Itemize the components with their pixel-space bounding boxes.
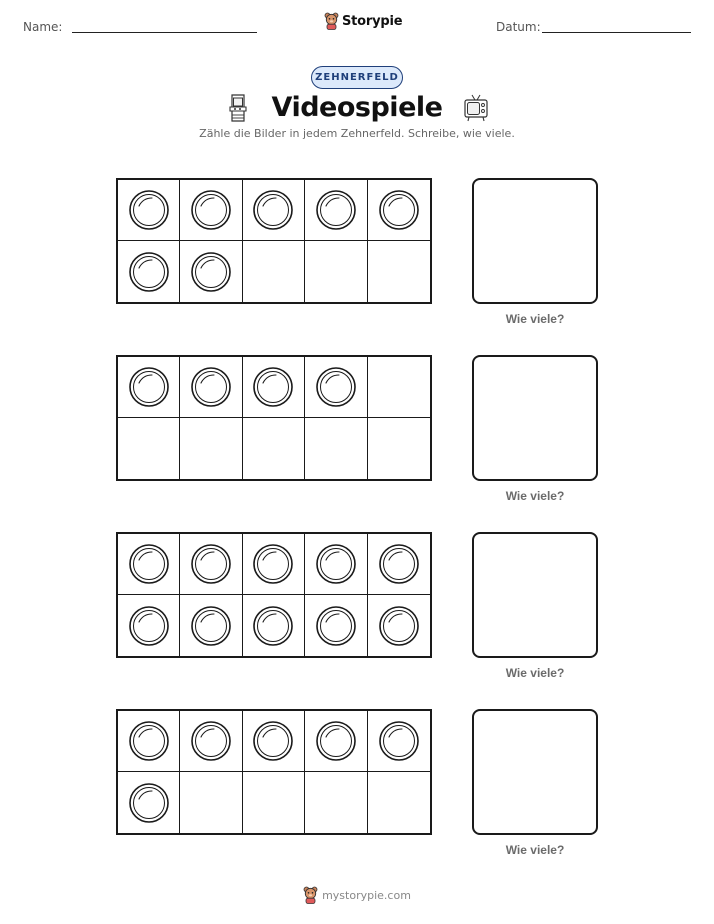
- ten-frame-cell: [118, 711, 180, 772]
- arcade-machine-icon: [224, 93, 252, 123]
- ten-frame-cell: [243, 711, 305, 772]
- ten-frame-cell: [243, 534, 305, 595]
- ten-frame-cell: [118, 241, 180, 302]
- ten-frame-cell: [305, 711, 367, 772]
- page-title: Videospiele: [271, 92, 443, 123]
- name-label: Name:: [23, 20, 63, 34]
- ten-frame-cell: [243, 595, 305, 656]
- bubble-counter-icon: [315, 543, 357, 585]
- bubble-counter-icon: [190, 543, 232, 585]
- bubble-counter-icon: [128, 782, 170, 824]
- ten-frame-cell: [243, 180, 305, 241]
- ten-frame-cell: [368, 772, 430, 833]
- ten-frame-cell: [243, 418, 305, 479]
- ten-frame-cell: [305, 241, 367, 302]
- answer-box-3[interactable]: [472, 532, 598, 658]
- bubble-counter-icon: [378, 189, 420, 231]
- ten-frame-cell: [305, 772, 367, 833]
- storypie-bear-icon: [303, 886, 318, 904]
- ten-frame-cell: [118, 595, 180, 656]
- ten-frame-cell: [180, 180, 242, 241]
- answer-box-1[interactable]: [472, 178, 598, 304]
- bubble-counter-icon: [252, 543, 294, 585]
- bubble-counter-icon: [128, 605, 170, 647]
- ten-frame-cell: [180, 595, 242, 656]
- bubble-counter-icon: [128, 543, 170, 585]
- bubble-counter-icon: [128, 366, 170, 408]
- ten-frame-cell: [368, 241, 430, 302]
- answer-box-2[interactable]: [472, 355, 598, 481]
- bubble-counter-icon: [315, 720, 357, 762]
- bubble-counter-icon: [252, 720, 294, 762]
- ten-frame-cell: [305, 418, 367, 479]
- ten-frame-cell: [118, 357, 180, 418]
- ten-frame-cell: [243, 357, 305, 418]
- ten-frame-cell: [368, 418, 430, 479]
- brand-logo: [324, 12, 402, 30]
- ten-frame-cell: [305, 180, 367, 241]
- topic-badge: ZEHNERFELD: [311, 66, 403, 89]
- brand-name: Storypie: [342, 13, 403, 29]
- ten-frame-cell: [305, 595, 367, 656]
- footer: [0, 886, 714, 904]
- ten-frame-4: [116, 709, 432, 835]
- ten-frame-cell: [180, 534, 242, 595]
- ten-frame-cell: [368, 595, 430, 656]
- ten-frame-cell: [368, 534, 430, 595]
- date-line[interactable]: [542, 32, 691, 33]
- bubble-counter-icon: [190, 251, 232, 293]
- storypie-bear-icon: [324, 12, 339, 30]
- ten-frame-cell: [180, 772, 242, 833]
- answer-prompt-1: Wie viele?: [505, 312, 565, 326]
- bubble-counter-icon: [190, 605, 232, 647]
- bubble-counter-icon: [252, 366, 294, 408]
- answer-box-4[interactable]: [472, 709, 598, 835]
- bubble-counter-icon: [315, 605, 357, 647]
- bubble-counter-icon: [190, 720, 232, 762]
- ten-frame-cell: [118, 534, 180, 595]
- bubble-counter-icon: [190, 366, 232, 408]
- bubble-counter-icon: [315, 189, 357, 231]
- bubble-counter-icon: [252, 605, 294, 647]
- answer-prompt-2: Wie viele?: [505, 489, 565, 503]
- ten-frame-cell: [180, 241, 242, 302]
- date-label: Datum:: [496, 20, 541, 34]
- ten-frame-cell: [118, 418, 180, 479]
- ten-frame-3: [116, 532, 432, 658]
- bubble-counter-icon: [128, 720, 170, 762]
- bubble-counter-icon: [252, 189, 294, 231]
- ten-frame-cell: [243, 241, 305, 302]
- ten-frame-cell: [305, 534, 367, 595]
- retro-tv-icon: [462, 93, 490, 123]
- ten-frame-2: [116, 355, 432, 481]
- bubble-counter-icon: [128, 251, 170, 293]
- footer-url: mystorypie.com: [322, 888, 411, 902]
- name-line[interactable]: [72, 32, 257, 33]
- ten-frame-cell: [180, 357, 242, 418]
- bubble-counter-icon: [378, 720, 420, 762]
- bubble-counter-icon: [378, 543, 420, 585]
- ten-frame-cell: [180, 418, 242, 479]
- ten-frame-cell: [368, 180, 430, 241]
- bubble-counter-icon: [190, 189, 232, 231]
- answer-prompt-3: Wie viele?: [505, 666, 565, 680]
- ten-frame-cell: [118, 772, 180, 833]
- ten-frame-cell: [368, 711, 430, 772]
- ten-frame-cell: [305, 357, 367, 418]
- bubble-counter-icon: [128, 189, 170, 231]
- bubble-counter-icon: [315, 366, 357, 408]
- ten-frame-1: [116, 178, 432, 304]
- title-row: [0, 92, 714, 123]
- ten-frame-cell: [368, 357, 430, 418]
- ten-frame-cell: [243, 772, 305, 833]
- ten-frame-cell: [180, 711, 242, 772]
- answer-prompt-4: Wie viele?: [505, 843, 565, 857]
- instructions: Zähle die Bilder in jedem Zehnerfeld. Schreibe, wie viele.: [199, 127, 515, 140]
- bubble-counter-icon: [378, 605, 420, 647]
- ten-frame-cell: [118, 180, 180, 241]
